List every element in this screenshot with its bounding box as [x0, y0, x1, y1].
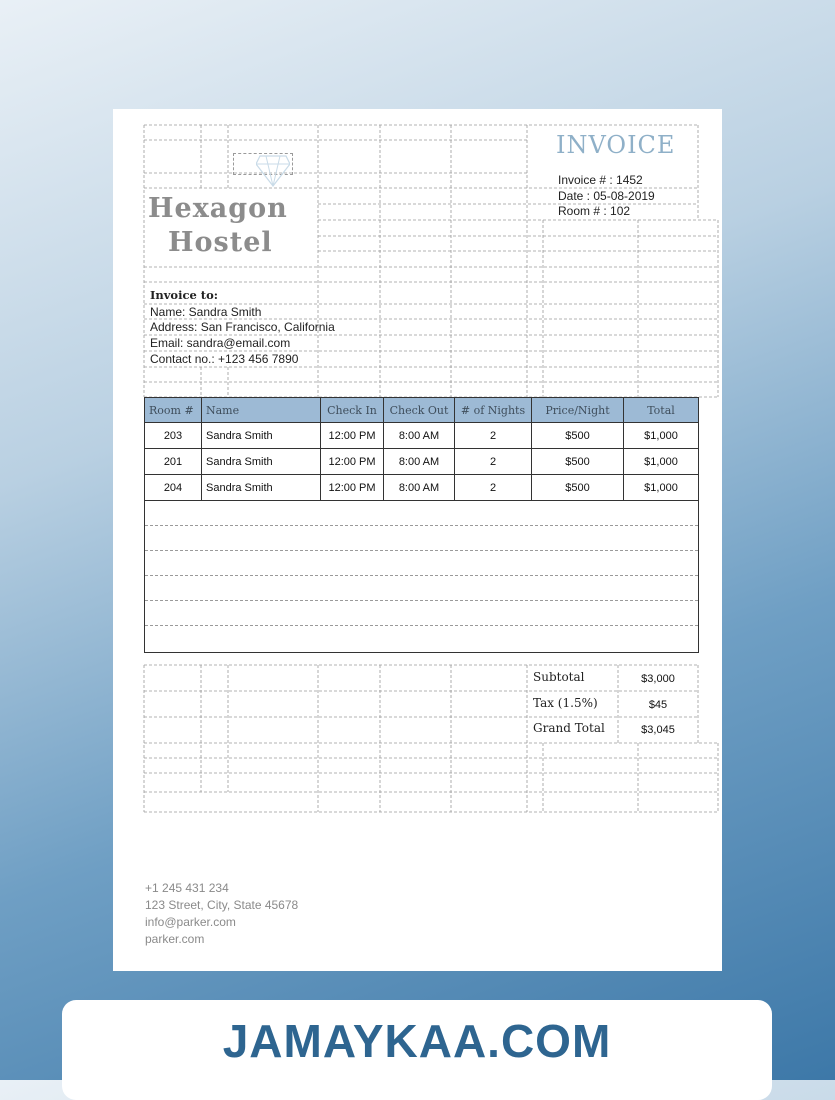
footer-website: parker.com	[145, 932, 205, 946]
cell-name: Sandra Smith	[202, 423, 321, 449]
col-price: Price/Night	[532, 398, 624, 423]
col-nights: # of Nights	[455, 398, 532, 423]
grand-total-label: Grand Total	[533, 721, 605, 735]
table-header-row	[145, 398, 699, 423]
footer-address: 123 Street, City, State 45678	[145, 898, 299, 912]
empty-rows-block	[144, 500, 699, 653]
bill-to-heading: Invoice to:	[150, 288, 219, 302]
cell-total: $1,000	[624, 423, 699, 449]
cell-name: Sandra Smith	[202, 449, 321, 475]
col-name: Name	[202, 398, 321, 423]
cell-price: $500	[532, 475, 624, 501]
table-row	[145, 475, 699, 501]
col-check-in: Check In	[321, 398, 384, 423]
subtotal-label: Subtotal	[533, 670, 585, 684]
col-check-out: Check Out	[384, 398, 455, 423]
cell-name: Sandra Smith	[202, 475, 321, 501]
diamond-logo-icon	[256, 154, 290, 188]
cell-price: $500	[532, 449, 624, 475]
invoice-title: INVOICE	[556, 131, 676, 159]
col-total: Total	[624, 398, 699, 423]
cell-room: 204	[145, 475, 202, 501]
bill-to-address: Address: San Francisco, California	[150, 320, 335, 334]
footer-phone: +1 245 431 234	[145, 881, 229, 895]
cell-total: $1,000	[624, 449, 699, 475]
subtotal-value: $3,000	[641, 673, 675, 685]
cell-check-out: 8:00 AM	[384, 423, 455, 449]
cell-total: $1,000	[624, 475, 699, 501]
items-table	[144, 397, 699, 501]
table-row	[145, 423, 699, 449]
cell-nights: 2	[455, 449, 532, 475]
footer-contact	[145, 880, 298, 948]
cell-check-in: 12:00 PM	[321, 475, 384, 501]
invoice-number: Invoice # : 1452	[558, 173, 643, 187]
invoice-sheet	[113, 109, 722, 971]
cell-check-in: 12:00 PM	[321, 423, 384, 449]
cell-price: $500	[532, 423, 624, 449]
invoice-date: Date : 05-08-2019	[558, 189, 655, 203]
table-row	[145, 449, 699, 475]
bill-to-email: Email: sandra@email.com	[150, 336, 291, 350]
watermark-text: JAMAYKAA.COM	[222, 1015, 612, 1067]
cell-nights: 2	[455, 475, 532, 501]
logo-placeholder	[233, 153, 293, 175]
invoice-room: Room # : 102	[558, 204, 631, 218]
cell-room: 201	[145, 449, 202, 475]
hotel-name-line1: Hexagon	[148, 193, 288, 224]
hotel-name-line2: Hostel	[168, 227, 273, 258]
col-room: Room #	[145, 398, 202, 423]
watermark-banner	[62, 1000, 772, 1100]
cell-nights: 2	[455, 423, 532, 449]
tax-value: $45	[648, 699, 668, 711]
tax-label: Tax (1.5%)	[533, 696, 598, 710]
bill-to-contact: Contact no.: +123 456 7890	[150, 352, 299, 366]
cell-room: 203	[145, 423, 202, 449]
grand-total-value: $3,045	[641, 724, 675, 736]
bill-to-name: Name: Sandra Smith	[150, 305, 262, 319]
cell-check-out: 8:00 AM	[384, 449, 455, 475]
cell-check-in: 12:00 PM	[321, 449, 384, 475]
footer-email: info@parker.com	[145, 915, 236, 929]
cell-check-out: 8:00 AM	[384, 475, 455, 501]
